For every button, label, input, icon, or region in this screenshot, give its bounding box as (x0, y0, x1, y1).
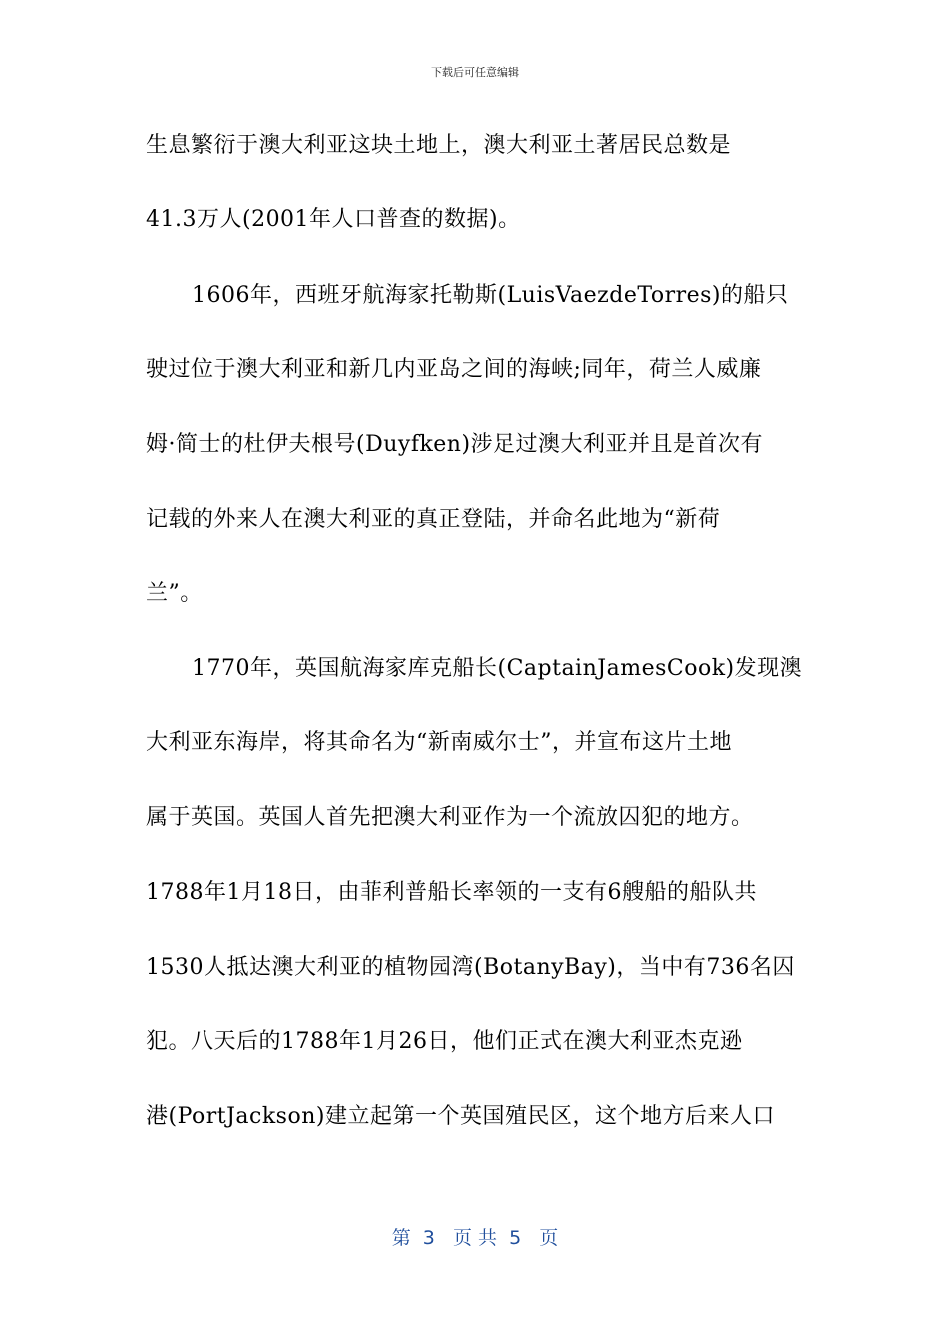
text-line: 港(PortJackson)建立起第一个英国殖民区，这个地方后来人口 (146, 1104, 775, 1129)
text-line: 姆·简士的杜伊夫根号(Duyfken)涉足过澳大利亚并且是首次有 (146, 432, 764, 457)
text-line: 驶过位于澳大利亚和新几内亚岛之间的海峡;同年，荷兰人威廉 (146, 357, 762, 382)
paragraph-first-line: 1770年，英国航海家库克船长(CaptainJamesCook)发现澳 (192, 656, 803, 681)
text-line: 犯。八天后的1788年1月26日，他们正式在澳大利亚杰克逊 (146, 1029, 743, 1054)
text-line: 记载的外来人在澳大利亚的真正登陆，并命名此地为“新荷 (146, 507, 721, 532)
paragraph-first-line: 1606年，西班牙航海家托勒斯(LuisVaezdeTorres)的船只 (192, 283, 789, 308)
text-line: 1530人抵达澳大利亚的植物园湾(BotanyBay)，当中有736名囚 (146, 955, 795, 980)
text-line: 大利亚东海岸，将其命名为“新南威尔士”，并宣布这片土地 (146, 730, 732, 755)
page-number-footer: 第 3 页 共 5 页 (391, 1227, 559, 1249)
text-line: 1788年1月18日，由菲利普船长率领的一支有6艘船的船队共 (146, 880, 757, 905)
page-header: 下载后可任意编辑 (431, 66, 519, 79)
text-line: 兰”。 (146, 581, 203, 606)
text-line: 生息繁衍于澳大利亚这块土地上，澳大利亚土著居民总数是 (146, 133, 732, 158)
text-line: 41.3万人(2001年人口普查的数据)。 (146, 207, 521, 232)
text-line: 属于英国。英国人首先把澳大利亚作为一个流放囚犯的地方。 (146, 805, 754, 830)
